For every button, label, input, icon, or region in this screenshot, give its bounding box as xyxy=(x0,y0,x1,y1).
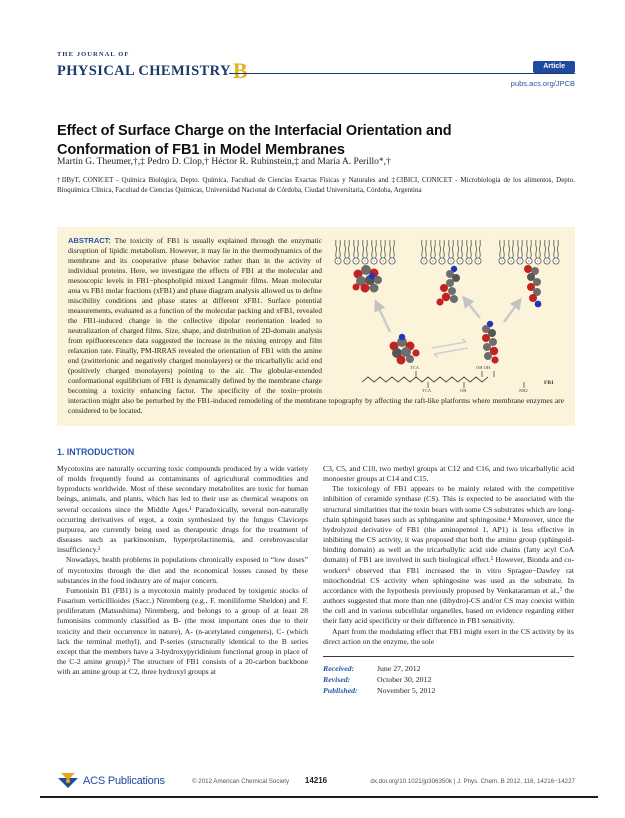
section-heading-introduction: 1. INTRODUCTION xyxy=(57,447,135,457)
label-oh-pair: OH OH xyxy=(476,365,491,370)
label-tca-top: TCA xyxy=(410,365,419,370)
fb1-extended-adsorbed xyxy=(524,265,541,307)
paragraph: Mycotoxins are naturally occurring toxic compounds produced by a wide variety of molds frequently found as contaminants of agricultural commodities and byproducts worldwide. Most of these secondary metabolites are toxic for human beings, animals, and plants, which has led to their use as chemical weapons on several occasions since the Middle Ages.¹ Paradoxically, several non-naturally occurring derivatives of ergot, a toxin synthesized by the fungus Claviceps purpurea, are currently being used as therapeutic drugs for the treatment of diseases such as parkinsonism, hyperprolactinemia, and cerebrovascular insufficiency.² xyxy=(57,464,308,555)
acs-logo-icon xyxy=(57,772,79,789)
fb1-extended-bulk xyxy=(482,321,499,364)
page-bottom-rule xyxy=(40,796,598,798)
label-nh2: NH2 xyxy=(519,388,528,392)
received-label: Received: xyxy=(323,663,355,673)
label-tca-bottom: TCA xyxy=(422,388,431,392)
received-date: June 27, 2012 xyxy=(377,663,421,673)
acs-logo-text: ACS Publications xyxy=(83,774,165,787)
header-rule xyxy=(229,73,575,74)
journal-letter-b: B xyxy=(232,57,248,83)
paragraph: Apart from the modulating effect that FB1 might exert in the CS activity by its direct action on the enzyme, the sole xyxy=(323,626,574,646)
abstract-label: ABSTRACT: xyxy=(68,236,111,245)
journal-name xyxy=(57,52,248,82)
affiliations: †IIByT, CONICET - Química Biológica, Depto. Química, Facultad de Ciencias Exactas Físicas y Naturales and ‡CIBICI, CONICET - Microbiología de los alimentos, Depto. Bioquímica Clínica, Facultad de Ciencias Químicas, Universidad Nacional de Córdoba, Ciudad Universitaria, Córdoba, Argentina xyxy=(57,176,575,194)
journal-name-line1: THE JOURNAL OF xyxy=(57,51,130,58)
abstract-box xyxy=(57,227,575,426)
label-fb1: FB1 xyxy=(544,380,554,386)
right-paragraphs xyxy=(323,464,574,647)
fb1-semiextended-adsorbed xyxy=(436,266,460,306)
adsorption-arrows xyxy=(376,298,520,332)
fb1-globular-bulk xyxy=(390,334,420,365)
published-label: Published: xyxy=(323,685,358,695)
fb1-globular-adsorbed xyxy=(353,265,383,293)
paper-title: Effect of Surface Charge on the Interfacial Orientation and Conformation of FB1 in Model Membranes xyxy=(57,122,452,158)
equilibrium-arrows xyxy=(432,339,468,357)
acs-publications-logo[interactable] xyxy=(57,772,165,789)
label-oh: OH xyxy=(460,388,467,392)
author-list: Martín G. Theumer,†,‡ Pedro D. Clop,† Héctor R. Rubinstein,‡ and María A. Perillo*,† xyxy=(57,157,391,167)
article-history-box xyxy=(323,656,574,696)
published-row xyxy=(323,685,574,696)
intro-right-column xyxy=(323,464,574,696)
abstract-text: The toxicity of FB1 is usually explained through the enzymatic disruption of lipidic metabolism. However, it may lie in the thermodynamics of the membrane and its cooperative phase behavior rather than in the activity of individual proteins. Here, we investigate the effects of FB1 at the molecular and mesoscopic levels in FB1−phospholipid mixed Langmuir films. Mean molecular area vs FB1 molar fractions (xFB1) and phase diagram analysis allowed us to define miscibility conditions and phase states at different xFB1. Surface potential measurements, evaluated as a function of the molecular packing and xFB1, revealed the FB1-induced change in the collective dipolar reorientation leaded to neutralization of charged films. Size, shape, and distribution of 2D-domain analysis from epifluorescence data suggested the increase in the mixing entropy and film relaxation rate. Finally, PM-IRRAS revealed the orientation of FB1 with the amine end (zwitterionic and negatively charged monolayers) or the tricarballylic acid end (positively charged monolayers) pointing to the air. The globular-extended conformational equilibrium of FB1 is dynamically defined by the membrane charge becoming a toxicity enhancing factor. The specificity of the toxin−protein interaction might also be perturbed by the FB1-induced remodeling of the membrane topography by affecting the raft-like platforms where membrane enzymes are considered to be located. xyxy=(68,236,564,415)
journal-header xyxy=(57,52,575,100)
body-columns xyxy=(57,447,575,696)
journal-name-line2: PHYSICAL CHEMISTRY xyxy=(57,62,231,79)
paragraph: The toxicology of FB1 appears to be mainly related with the competitive inhibition of ceramide synthase (CS). This is expected to be associated with the structural similarities that the toxin bears with some CS substrates which are long-chain sphingoid bases such as sphinganine and sphingosine.⁴ Moreover, since the hydrolyzed derivative of FB1 (the aminopentol 1, AP1) is less effective in inhibiting the CS activity, it was proposed that both the amino group (sphingoid-binding domain) as well as the tricarballylic acid side chains (fatty acyl CoA domain) of FB1 are involved in such biological effect.⁵ However, Bionda and co-workers⁶ observed that FB1 increased the in vitro Sprague−Dawley rat mitochondrial CS activity when sphingosine was used as the substrate. In accordance with the hypothesis previously proposed by Venkataraman et al.,⁷ the authors suggested that more than one (dihydro)-CS and/or CS may coexist within the cell and in various subcellular organelles, based on evidence regarding either their fatty acid specificity or their difference in FB1 sensitivity. xyxy=(323,484,574,626)
revised-label: Revised: xyxy=(323,674,351,684)
journal-site-link[interactable]: pubs.acs.org/JPCB xyxy=(510,79,575,88)
intro-left-column xyxy=(57,464,308,696)
page-number: 14216 xyxy=(304,776,328,785)
received-row xyxy=(323,663,574,674)
doi-citation-link[interactable]: dx.doi.org/10.1021/jp306350k | J. Phys. Chem. B 2012, 116, 14216−14227 xyxy=(370,778,575,785)
paragraph: C3, C5, and C10, two methyl groups at C12 and C16, and two tricarballylic acid monoester groups at C14 and C15. xyxy=(323,464,574,484)
abstract-graphic xyxy=(332,236,564,392)
published-date: November 5, 2012 xyxy=(377,685,436,695)
revised-row xyxy=(323,674,574,685)
page-footer xyxy=(57,772,575,794)
fb1-chemical-structure xyxy=(362,365,554,392)
lipid-monolayer-middle xyxy=(421,240,481,264)
revised-date: October 30, 2012 xyxy=(377,674,432,684)
copyright-text: © 2012 American Chemical Society xyxy=(192,778,290,785)
lipid-monolayer-right xyxy=(499,240,559,264)
lipid-monolayer-left xyxy=(335,240,395,264)
article-type-badge: Article xyxy=(533,61,575,73)
paragraph: Fumonisin B1 (FB1) is a mycotoxin mainly produced by toxigenic stocks of Fusarium verticillioides (Sacc.) Niremberg (e.g., F. moniliforme Sheldon) and F. proliferatum (Matsushima) Niremberg, and belongs to a group of at least 28 fumonisins commonly classified as B- (the most important ones due to their toxicity and their occurrence in nature), A- (n-acetylated congeners), C- (which lack the terminal methyl), and P-series (structurally identical to the B series except that the members have a 3-hydroxypyridinium functional group in place of the C-2 amine group).³ The structure of FB1 consists of a 20-carbon backbone with an amine group at C2, three hydroxyl groups at xyxy=(57,585,308,677)
paragraph: Nowadays, health problems in populations chronically exposed to “low doses” of mycotoxins through the diet and the economical losses caused by these substances in the food industry are of major concern. xyxy=(57,555,308,585)
